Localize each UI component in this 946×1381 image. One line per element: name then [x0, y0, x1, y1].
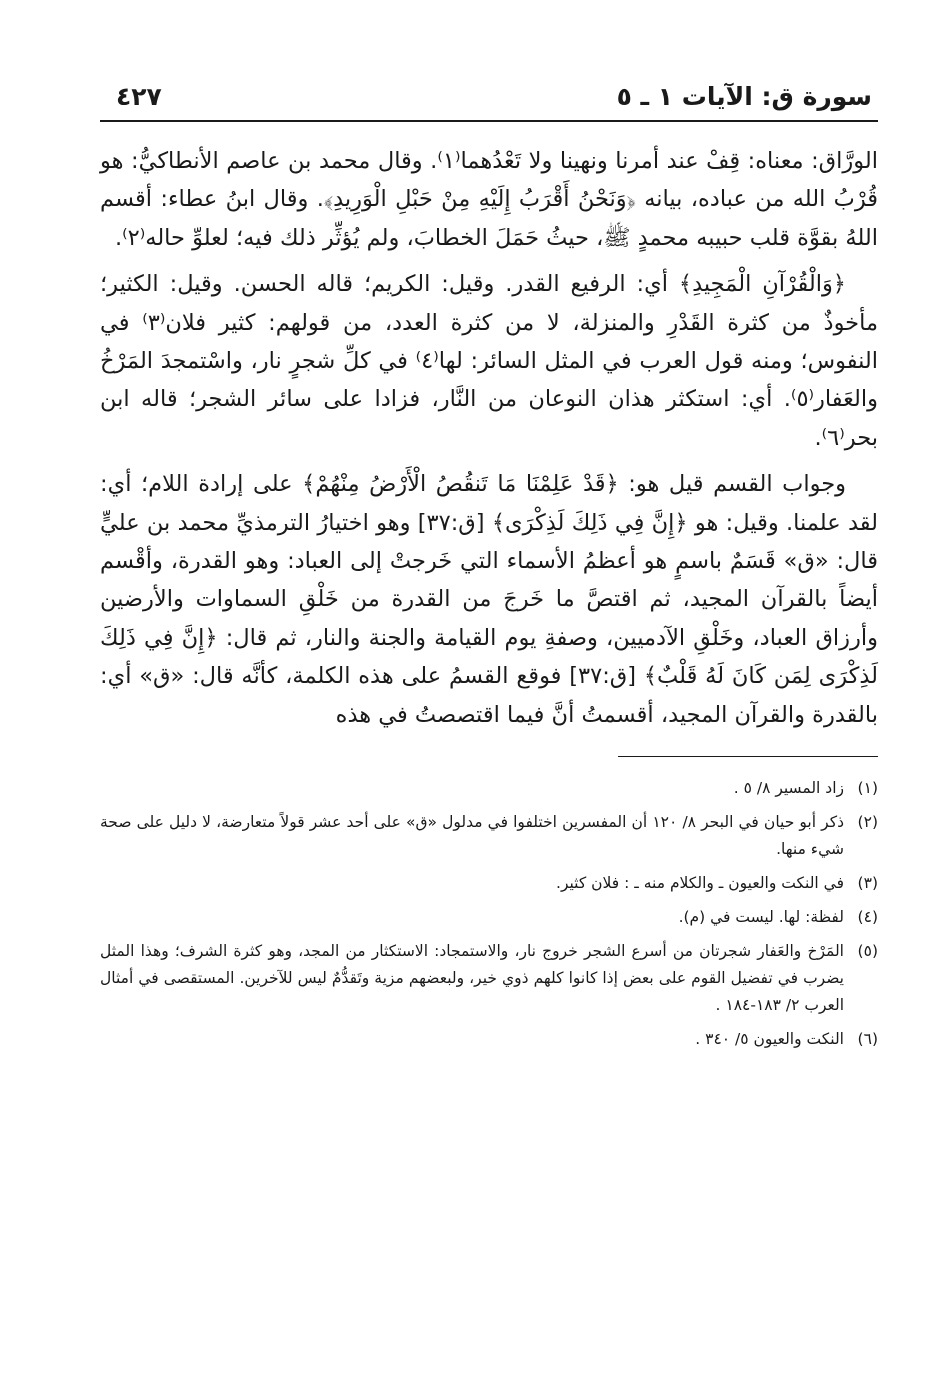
paragraph: ﴿وَالْقُرْآنِ الْمَجِيدِ﴾ أي: الرفيع القدر. وقيل: الكريم؛ قاله الحسن. وقيل: الكثير؛ مأخوذٌ من كثرة القَدْرِ والمنزلة، لا من كثرة العدد، من قولهم: كثير فلان⁽٣⁾ في النفوس؛ ومنه قول العرب في المثل السائر: لها⁽٤⁾ في كلِّ شجرٍ نار، واسْتمجدَ المَرْخُ والعَفار⁽٥⁾. أي: استكثر هذان النوعان من النَّار، فزادا على سائر الشجر؛ قاله ابن بحر⁽٦⁾. — [100, 271, 879, 451]
paragraph: وجواب القسم قيل هو: ﴿قَدْ عَلِمْنَا مَا تَنقُصُ الْأَرْضُ مِنْهُمْ﴾ على إرادة اللام؛ أي: لقد علمنا. وقيل: هو ﴿إِنَّ فِي ذَلِكَ لَذِكْرَى﴾ [ق:٣٧] وهو اختيارُ الترمذيِّ محمد بن عليٍّ قال: «ق» قَسَمٌ باسمٍ هو أعظمُ الأسماء التي خَرجتْ إلى العباد: وهو القدرة، وأقْسم أيضاً بالقرآن المجيد، ثم اقتصَّ ما خَرجَ من القدرة من خَلْقِ السماوات والأرضين وأرزاق العباد، وخَلْقِ الآدميين، وصفةِ يوم القيامة والجنة والنار، ثم قال: ﴿إِنَّ فِي ذَلِكَ لَذِكْرَى لِمَن كَانَ لَهُ قَلْبٌ﴾ [ق:٣٧] فوقع القسمُ على هذه الكلمة، كأنَّه قال: «ق» أي: بالقدرة والقرآن المجيد، أقسمتُ أنَّ فيما اقتصصتُ في هذه — [100, 471, 879, 728]
footnote-text: زاد المسير ٨/ ٥ . — [733, 779, 844, 798]
footnote-number: (١) — [857, 779, 878, 798]
footnote-text: المَرْخ والعَفار شجرتان من أسرع الشجر خروج نار، والاستمجاد: الاستكثار من المجد، وهو كثرة الشرف؛ وهذا المثل يضرب في تفضيل القوم على بعض إذا كانوا كلهم ذوي خير، ولبعضهم مزية وتَقدُّمٌ ليس للآخرين. المستقصى في أمثال العرب ٢/ ١٨٣-١٨٤ . — [100, 942, 844, 1015]
footnote — [100, 904, 878, 931]
main-text — [100, 142, 878, 734]
book-page — [100, 76, 878, 1060]
footnotes — [100, 775, 878, 1053]
footnote-text: النكت والعيون ٥/ ٣٤٠ . — [695, 1030, 844, 1049]
footnote-text: لفظة: لها. ليست في (م). — [678, 908, 844, 927]
footnote-number: (٥) — [857, 942, 878, 961]
footnote-text: ذكر أبو حيان في البحر ٨/ ١٢٠ أن المفسرين اختلفوا في مدلول «ق» على أحد عشر قولاً متعارضة، لا دليل على صحة شيء منها. — [100, 813, 844, 859]
footnote-text: في النكت والعيون ـ والكلام منه ـ : فلان كثير. — [556, 874, 844, 893]
footnote — [100, 938, 878, 1019]
footnote-divider — [618, 756, 878, 757]
footnote-number: (٣) — [857, 874, 878, 893]
page-header — [100, 76, 878, 122]
footnote — [100, 1026, 878, 1053]
footnote-number: (٤) — [857, 908, 878, 927]
footnote — [100, 775, 878, 802]
footnote — [100, 870, 878, 897]
footnote-number: (٢) — [857, 813, 878, 832]
footnote-number: (٦) — [857, 1030, 878, 1049]
page-number: ٤٢٧ — [116, 82, 162, 111]
surah-title: سورة ق: الآيات ١ ـ ٥ — [616, 82, 872, 111]
paragraph: الورَّاق: معناه: قِفْ عند أمرنا ونهينا ولا تَعْدُهما⁽١⁾. وقال محمد بن عاصم الأنطاكيُّ: هو قُرْبُ الله من عباده، بيانه ﴿وَنَحْنُ أَقْرَبُ إِلَيْهِ مِنْ حَبْلِ الْوَرِيدِ﴾. وقال ابنُ عطاء: أقسم اللهُ بقوَّة قلب حبيبه محمدٍ ﷺ، حيثُ حَمَلَ الخطابَ، ولم يُؤثِّر ذلك فيه؛ لعلوِّ حاله⁽٢⁾. — [100, 148, 878, 251]
footnote — [100, 809, 878, 863]
